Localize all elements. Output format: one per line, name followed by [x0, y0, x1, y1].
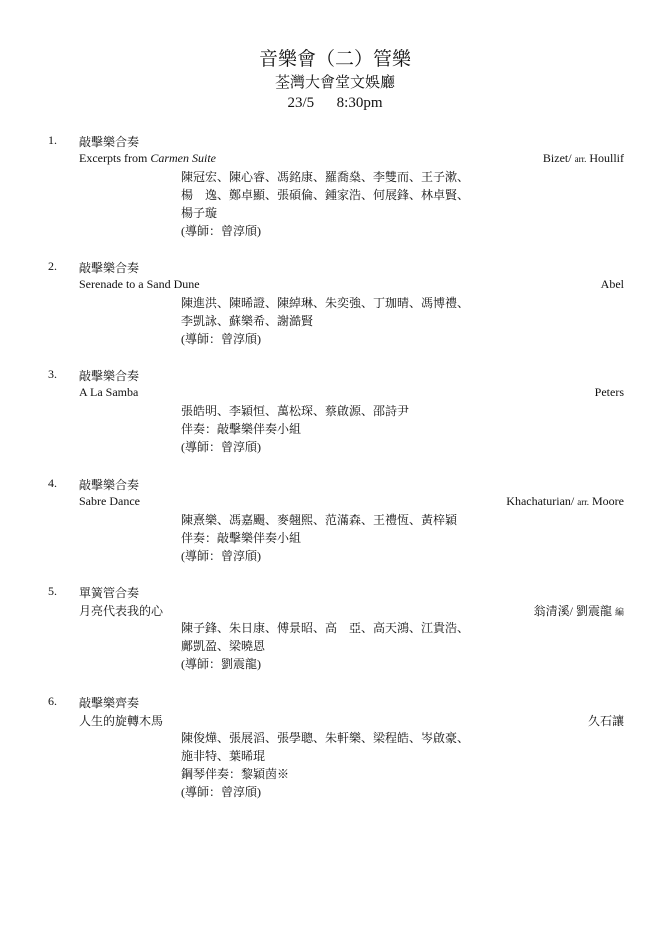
performer-line: 施非特、葉晞琨	[181, 749, 266, 763]
item-number: 5.	[48, 584, 57, 598]
date-time	[0, 93, 670, 113]
performer-line: 陳進洪、陳晞證、陳綽琳、朱奕強、丁珈晴、馮博禮、	[181, 296, 470, 310]
performer-line: 張皓明、李穎恒、萬松琛、蔡啟源、邵詩尹	[181, 404, 410, 418]
item-number: 4.	[48, 476, 57, 490]
performer-line: (導師：曾淳頎)	[181, 440, 261, 454]
performer-line: (導師：曾淳頎)	[181, 549, 261, 563]
piece-title-text: 月亮代表我的心	[79, 604, 164, 618]
item-category: 敲擊樂合奏	[79, 369, 140, 383]
arrangement-mark: arr.	[574, 154, 587, 164]
item-category: 敲擊樂合奏	[79, 135, 140, 149]
arrangement-mark: arr.	[577, 497, 589, 507]
composer-name: 翁清溪/ 劉震龍	[533, 604, 615, 618]
piece-title-text: 人生的旋轉木馬	[79, 714, 164, 728]
composer-credit	[534, 602, 624, 619]
item-category: 敲擊樂合奏	[79, 478, 140, 492]
concert-date: 23/5	[287, 95, 315, 111]
arranger-name: Houllif	[586, 151, 624, 165]
concert-time: 8:30pm	[336, 95, 383, 111]
piece-title	[79, 277, 200, 292]
piece-title	[79, 494, 140, 509]
concert-title: 音樂會（二）管樂	[258, 49, 411, 70]
composer-name: Abel	[600, 277, 624, 291]
composer-credit	[595, 385, 624, 400]
arranger-name: Moore	[589, 494, 624, 508]
performer-line: 伴奏：敲擊樂伴奏小組	[181, 422, 302, 436]
composer-credit	[506, 494, 624, 509]
piece-title	[79, 712, 163, 729]
piece-title-italic: Carmen Suite	[150, 151, 216, 165]
item-category: 敲擊樂齊奏	[79, 696, 140, 710]
piece-title	[79, 151, 216, 166]
performer-line: 楊 逸、鄭卓顯、張碩倫、鍾家浩、何展鋒、林卓賢、	[181, 188, 470, 202]
performers-block	[181, 729, 501, 801]
performer-line: 陳子鋒、朱日康、傅景昭、高 亞、高天鴻、江貴浩、	[181, 621, 470, 635]
item-category: 單簧管合奏	[79, 586, 140, 600]
performer-line: 鄺凱盈、梁曉恩	[181, 639, 266, 653]
composer-name: Peters	[594, 385, 624, 399]
composer-name: Khachaturian/	[506, 494, 578, 508]
piece-title	[79, 602, 163, 619]
performer-line: 伴奏：敲擊樂伴奏小組	[181, 531, 302, 545]
item-number: 6.	[48, 694, 57, 708]
item-number: 3.	[48, 367, 57, 381]
performer-line: (導師：曾淳頎)	[181, 785, 261, 799]
arrangement-mark: 編	[614, 607, 624, 617]
composer-name: 久石讓	[587, 714, 624, 728]
composer-credit	[601, 277, 624, 292]
performer-line: 李凱詠、蘇樂希、謝澔賢	[181, 314, 314, 328]
composer-credit	[588, 712, 624, 729]
item-number: 2.	[48, 259, 57, 273]
piece-title-text: A La Samba	[79, 385, 139, 399]
performer-line: (導師：曾淳頎)	[181, 224, 261, 238]
item-category: 敲擊樂合奏	[79, 261, 140, 275]
performer-line: 陳俊燁、張展滔、張學聰、朱軒樂、梁程皓、岑啟豪、	[181, 731, 470, 745]
performers-block	[181, 511, 501, 565]
performer-line: (導師：劉震龍)	[181, 657, 261, 671]
performer-line: 楊子璇	[181, 206, 218, 220]
venue: 荃灣大會堂文娛廳	[274, 75, 395, 91]
performers-block	[181, 168, 501, 240]
performer-line: 鋼琴伴奏：黎穎茵※	[181, 767, 290, 781]
performers-block	[181, 619, 501, 673]
performer-line: (導師：曾淳頎)	[181, 332, 261, 346]
programme-header	[0, 47, 670, 113]
item-number: 1.	[48, 133, 57, 147]
performers-block	[181, 402, 501, 456]
piece-title-text: Excerpts from	[79, 151, 151, 165]
composer-credit	[543, 151, 624, 166]
performers-block	[181, 294, 501, 348]
piece-title	[79, 385, 138, 400]
performer-line: 陳熹樂、馮嘉颺、麥翹熙、范滿森、王禮恆、黃梓穎	[181, 513, 458, 527]
performer-line: 陳冠宏、陳心睿、馮銘康、羅喬燊、李雙而、王子漱、	[181, 170, 470, 184]
composer-name: Bizet/	[542, 151, 575, 165]
piece-title-text: Sabre Dance	[79, 494, 140, 508]
piece-title-text: Serenade to a Sand Dune	[79, 277, 200, 291]
